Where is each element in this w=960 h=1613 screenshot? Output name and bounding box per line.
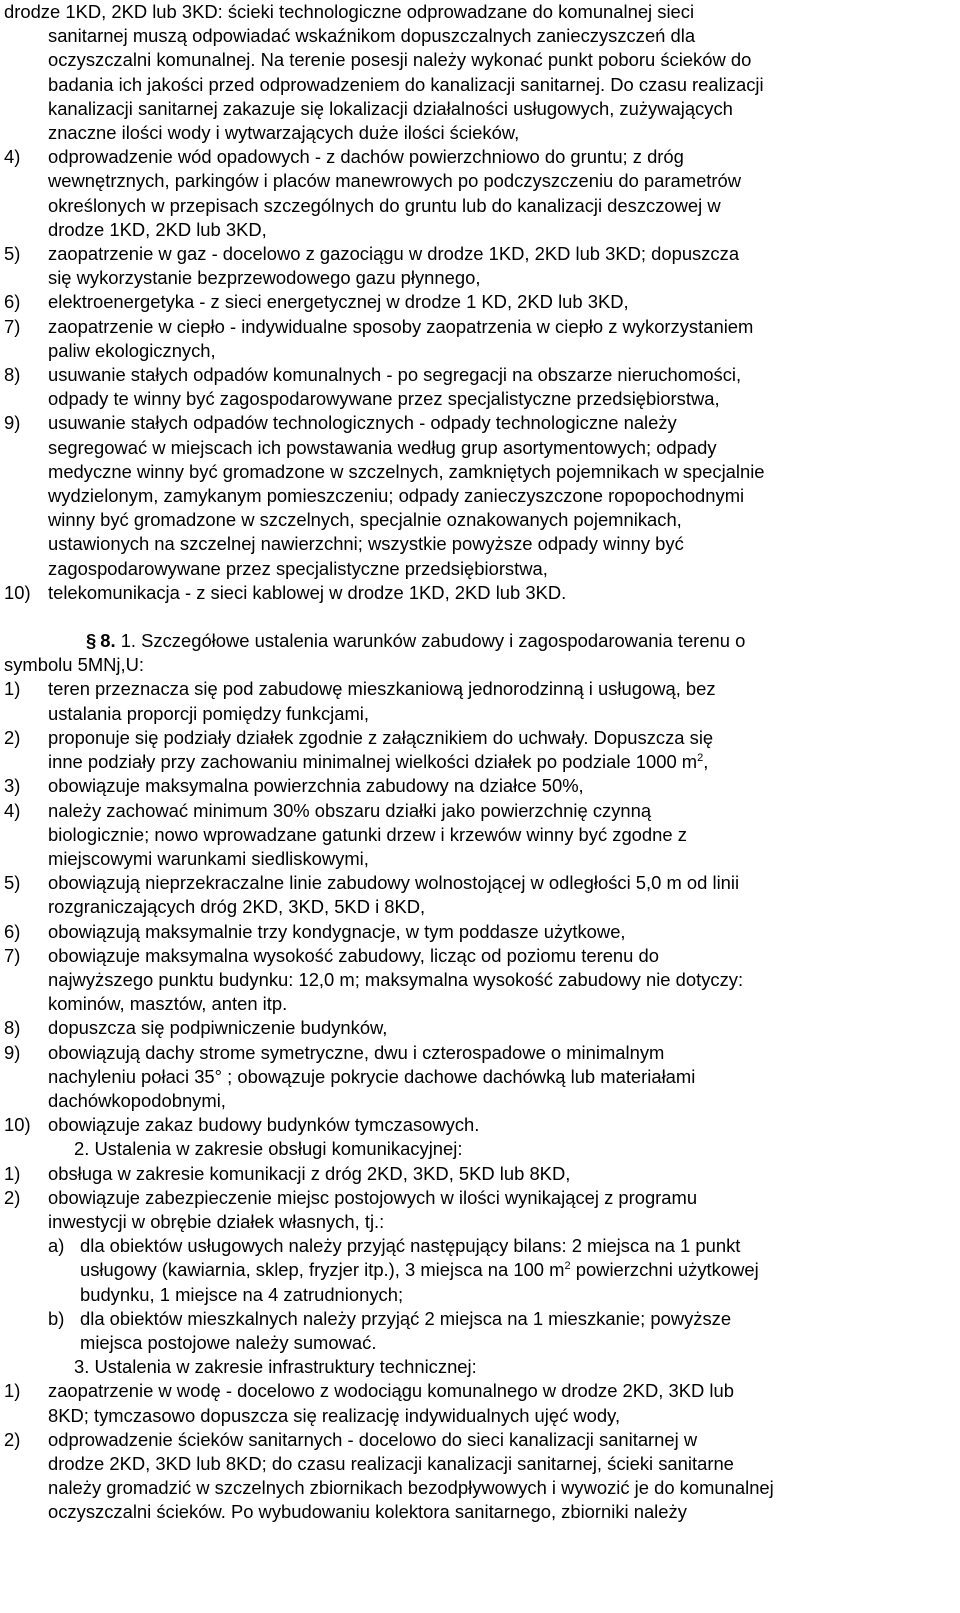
section-heading	[4, 629, 944, 677]
text-line: obowiązują maksymalnie trzy kondygnacje, w tym poddasze użytkowe,	[48, 920, 626, 942]
list-item	[4, 1016, 944, 1040]
item-number: 7)	[4, 315, 21, 337]
text-line: winny być gromadzone w szczelnych, specjalnie oznakowanych pojemnikach,	[48, 509, 682, 531]
item-number: 10)	[4, 581, 31, 603]
text-line: określonych w przepisach szczególnych do gruntu lub do kanalizacji deszczowej w	[48, 194, 721, 216]
text-line: usuwanie stałych odpadów technologicznych - odpady technologiczne należy	[48, 412, 677, 434]
item-number: 6)	[4, 920, 21, 942]
text-line: usuwanie stałych odpadów komunalnych - po segregacji na obszarze nieruchomości,	[48, 364, 742, 386]
text-line: medyczne winny być gromadzone w szczelnych, zamkniętych pojemnikach w specjalnie	[48, 460, 765, 482]
subsection-title: 2. Ustalenia w zakresie obsługi komunikacyjnej:	[74, 1138, 463, 1160]
list-item	[4, 1428, 944, 1525]
heading-line	[4, 629, 944, 653]
list-item	[4, 145, 944, 242]
text-line: biologicznie; nowo wprowadzane gatunki drzew i krzewów winny być zgodne z	[48, 823, 687, 845]
item-letter: a)	[48, 1235, 65, 1257]
text-fragment: powierzchni użytkowej	[570, 1259, 759, 1281]
text-fragment: usługowy (kawiarnia, sklep, fryzjer itp.), 3 miejsca na 100 m	[80, 1259, 565, 1281]
item-number: 5)	[4, 243, 21, 265]
list-development-rules	[4, 677, 944, 1137]
item-number: 7)	[4, 944, 21, 966]
list-item	[4, 581, 944, 605]
text-line: ustalania proporcji pomiędzy funkcjami,	[48, 702, 369, 724]
item-number: 8)	[4, 364, 21, 386]
item-number: 9)	[4, 1041, 21, 1063]
text-line: miejscowymi warunkami siedliskowymi,	[48, 847, 369, 869]
list-infrastructure	[4, 1379, 944, 1524]
text-line: elektroenergetyka - z sieci energetycznej w drodze 1 KD, 2KD lub 3KD,	[48, 291, 629, 313]
text-line: drodze 1KD, 2KD lub 3KD,	[48, 218, 267, 240]
text-line: paliw ekologicznych,	[48, 339, 216, 361]
text-line: nachyleniu połaci 35° ; obowązuje pokrycie dachowe dachówką lub materiałami	[48, 1065, 696, 1087]
sub-list-item	[4, 1307, 944, 1355]
text-line: oczyszczalni ścieków. Po wybudowaniu kolektora sanitarnego, zbiorniki należy	[48, 1501, 687, 1523]
text-line: miejsca postojowe należy sumować.	[80, 1331, 377, 1353]
list-item	[4, 1041, 944, 1114]
text-line: budynku, 1 miejsce na 4 zatrudnionych;	[80, 1283, 404, 1305]
text-line: kominów, masztów, anten itp.	[48, 993, 288, 1015]
text-line: ustawionych na szczelnej nawierzchni; wszystkie powyższe odpady winny być	[48, 533, 684, 555]
text-line: zaopatrzenie w ciepło - indywidualne sposoby zaopatrzenia w ciepło z wykorzystaniem	[48, 315, 754, 337]
heading-line-2: symbolu 5MNj,U:	[4, 654, 145, 676]
text-line: telekomunikacja - z sieci kablowej w drodze 1KD, 2KD lub 3KD.	[48, 581, 567, 603]
list-item	[4, 774, 944, 798]
text-line: zagospodarowywane przez specjalistyczne przedsiębiorstwa,	[48, 557, 548, 579]
text-line: inwestycji w obrębie działek własnych, tj.:	[48, 1210, 385, 1232]
item-number: 2)	[4, 1186, 21, 1208]
text-line: odprowadzenie ścieków sanitarnych - docelowo do sieci kanalizacji sanitarnej w	[48, 1428, 698, 1450]
superscript: 2	[697, 751, 704, 764]
item-number: 4)	[4, 799, 21, 821]
paragraph-intro	[4, 0, 944, 145]
text-line: drodze 2KD, 3KD lub 8KD; do czasu realizacji kanalizacji sanitarnej, ścieki sanitarne	[48, 1452, 734, 1474]
text-line: znaczne ilości wody i wytwarzających duże ilości ścieków,	[48, 122, 520, 144]
item-number: 5)	[4, 872, 21, 894]
list-utilities	[4, 145, 944, 605]
text-line: zaopatrzenie w gaz - docelowo z gazociągu w drodze 1KD, 2KD lub 3KD; dopuszcza	[48, 243, 740, 265]
superscript: 2	[564, 1260, 571, 1273]
text-line: proponuje się podziały działek zgodnie z załącznikiem do uchwały. Dopuszcza się	[48, 726, 714, 748]
text-line: odprowadzenie wód opadowych - z dachów powierzchniowo do gruntu; z dróg	[48, 146, 684, 168]
list-item	[4, 315, 944, 363]
text-line: należy zachować minimum 30% obszaru działki jako powierzchnię czynną	[48, 799, 652, 821]
text-line: odpady te winny być zagospodarowywane przez specjalistyczne przedsiębiorstwa,	[48, 388, 720, 410]
text-line: badania ich jakości przed odprowadzeniem do kanalizacji sanitarnej. Do czasu realizacji	[48, 73, 764, 95]
item-number: 10)	[4, 1114, 31, 1136]
text-line: wewnętrznych, parkingów i placów manewrowych po podczyszczeniu do parametrów	[48, 170, 742, 192]
text-line: obowiązuje maksymalna wysokość zabudowy, licząc od poziomu terenu do	[48, 944, 659, 966]
item-number: 6)	[4, 291, 21, 313]
subsection-title: 3. Ustalenia w zakresie infrastruktury technicznej:	[74, 1356, 477, 1378]
text-line: teren przeznacza się pod zabudowę mieszkaniową jednorodzinną i usługową, bez	[48, 678, 716, 700]
text-line: dachówkopodobnymi,	[48, 1089, 226, 1111]
text-line: obowiązują nieprzekraczalne linie zabudowy wolnostojącej w odległości 5,0 m od linii	[48, 872, 740, 894]
text-line: dla obiektów usługowych należy przyjąć następujący bilans: 2 miejsca na 1 punkt	[80, 1235, 741, 1257]
text-line: sanitarnej muszą odpowiadać wskaźnikom dopuszczalnych zanieczyszczeń dla	[48, 25, 696, 47]
list-item	[4, 871, 944, 919]
list-item	[4, 726, 944, 774]
item-number: 1)	[4, 1162, 21, 1184]
list-item	[4, 1379, 944, 1427]
list-item	[4, 1186, 944, 1234]
item-number: 4)	[4, 146, 21, 168]
item-number: 1)	[4, 678, 21, 700]
text-line: obowiązuje zabezpieczenie miejsc postojowych w ilości wynikającej z programu	[48, 1186, 698, 1208]
list-item	[4, 799, 944, 872]
item-number: 2)	[4, 1428, 21, 1450]
text-line: dla obiektów mieszkalnych należy przyjąć 2 miejsca na 1 mieszkanie; powyższe	[80, 1307, 732, 1329]
list-item	[4, 242, 944, 290]
text-line: się wykorzystanie bezprzewodowego gazu płynnego,	[48, 267, 481, 289]
list-item	[4, 920, 944, 944]
heading-text: 1. Szczegółowe ustalenia warunków zabudowy i zagospodarowania terenu o	[115, 630, 746, 652]
text-line: kanalizacji sanitarnej zakazuje się lokalizacji działalności usługowych, zużywających	[48, 97, 733, 119]
text-line: rozgraniczających dróg 2KD, 3KD, 5KD i 8KD,	[48, 896, 426, 918]
text-line: obowiązuje maksymalna powierzchnia zabudowy na działce 50%,	[48, 775, 584, 797]
section-sign-icon: §	[86, 630, 97, 652]
item-number: 3)	[4, 775, 21, 797]
list-item	[4, 1113, 944, 1137]
item-number: 2)	[4, 726, 21, 748]
text-line: najwyższego punktu budynku: 12,0 m; maksymalna wysokość zabudowy nie dotyczy:	[48, 968, 744, 990]
list-item	[4, 363, 944, 411]
heading-number: 8.	[100, 630, 116, 652]
text-line: drodze 1KD, 2KD lub 3KD: ścieki technologiczne odprowadzane do komunalnej sieci	[4, 1, 695, 22]
list-item	[4, 677, 944, 725]
list-item	[4, 1162, 944, 1186]
item-number: 9)	[4, 412, 21, 434]
item-number: 1)	[4, 1380, 21, 1402]
text-line: segregować w miejscach ich powstawania według grup asortymentowych; odpady	[48, 436, 717, 458]
sub-list-item	[4, 1234, 944, 1307]
list-item	[4, 290, 944, 314]
text-fragment: ,	[703, 751, 709, 773]
text-line: obowiązuje zakaz budowy budynków tymczasowych.	[48, 1114, 480, 1136]
text-line: należy gromadzić w szczelnych zbiornikach bezodpływowych i wywozić je do komunalnej	[48, 1477, 774, 1499]
text-line: obowiązują dachy strome symetryczne, dwu i czterospadowe o minimalnym	[48, 1041, 665, 1063]
list-item	[4, 411, 944, 580]
list-communication	[4, 1162, 944, 1356]
text-line: oczyszczalni komunalnej. Na terenie posesji należy wykonać punkt poboru ścieków do	[48, 49, 752, 71]
text-line: obsługa w zakresie komunikacji z dróg 2KD, 3KD, 5KD lub 8KD,	[48, 1162, 571, 1184]
text-line: 8KD; tymczasowo dopuszcza się realizację indywidualnych ujęć wody,	[48, 1404, 621, 1426]
list-item	[4, 944, 944, 1017]
text-line: zaopatrzenie w wodę - docelowo z wodociągu komunalnego w drodze 2KD, 3KD lub	[48, 1380, 734, 1402]
item-number: 8)	[4, 1017, 21, 1039]
text-line	[48, 750, 944, 774]
text-line: dopuszcza się podpiwniczenie budynków,	[48, 1017, 388, 1039]
item-letter: b)	[48, 1307, 65, 1329]
text-line	[80, 1258, 944, 1282]
text-line: wydzielonym, zamykanym pomieszczeniu; odpady zanieczyszczone ropopochodnymi	[48, 485, 745, 507]
text-fragment: inne podziały przy zachowaniu minimalnej wielkości działek po podziale 1000 m	[48, 751, 698, 773]
